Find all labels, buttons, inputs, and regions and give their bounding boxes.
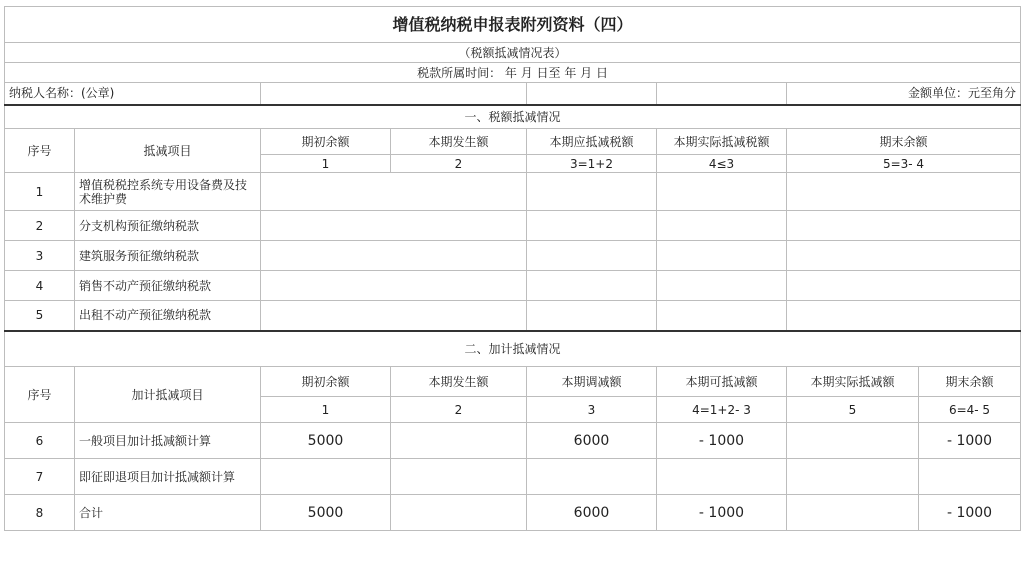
value-cell[interactable]: [391, 495, 527, 531]
input-cell[interactable]: [527, 211, 657, 241]
form-title: 增值税纳税申报表附列资料（四）: [5, 7, 1021, 43]
col-header-opening: 期初余额: [261, 367, 391, 397]
row-seq: 2: [5, 211, 75, 241]
row-item: 分支机构预征缴纳税款: [75, 211, 261, 241]
input-cell[interactable]: [527, 241, 657, 271]
value-cell[interactable]: 6000: [527, 423, 657, 459]
tax-form-sheet: [4, 6, 1020, 531]
table-row: [5, 423, 1021, 459]
value-cell[interactable]: [657, 459, 787, 495]
row-seq: 3: [5, 241, 75, 271]
input-cell[interactable]: [527, 301, 657, 331]
formula-cell: 2: [391, 397, 527, 423]
value-cell[interactable]: [919, 459, 1021, 495]
row-seq: 8: [5, 495, 75, 531]
input-cell[interactable]: [787, 173, 1021, 211]
row-item: 一般项目加计抵减额计算: [75, 423, 261, 459]
value-cell[interactable]: 6000: [527, 495, 657, 531]
input-cell[interactable]: [527, 271, 657, 301]
col-seq-header: 序号: [5, 367, 75, 423]
row-item: 增值税税控系统专用设备费及技术维护费: [75, 173, 261, 211]
tax-period: 税款所属时间： 年 月 日至 年 月 日: [5, 63, 1021, 83]
row-seq: 6: [5, 423, 75, 459]
input-cell[interactable]: [787, 211, 1021, 241]
value-cell[interactable]: [787, 423, 919, 459]
input-cell[interactable]: [261, 241, 527, 271]
col-header-incurred: 本期发生额: [391, 129, 527, 155]
input-cell[interactable]: [787, 241, 1021, 271]
table-row: [5, 241, 1021, 271]
col-header-closing: 期末余额: [787, 129, 1021, 155]
table-row: [5, 271, 1021, 301]
table-row: [5, 459, 1021, 495]
col-header-closing: 期末余额: [919, 367, 1021, 397]
value-cell[interactable]: [391, 459, 527, 495]
input-cell[interactable]: [261, 211, 527, 241]
formula-cell: 3: [527, 397, 657, 423]
input-cell[interactable]: [657, 241, 787, 271]
input-cell[interactable]: [657, 173, 787, 211]
value-cell[interactable]: - 1000: [919, 423, 1021, 459]
row-item: 销售不动产预征缴纳税款: [75, 271, 261, 301]
formula-cell: 5=3- 4: [787, 155, 1021, 173]
formula-cell: 2: [391, 155, 527, 173]
tax-deduction-table: [4, 6, 1021, 531]
input-cell[interactable]: [657, 271, 787, 301]
col-header-deductible: 本期可抵减额: [657, 367, 787, 397]
value-cell[interactable]: - 1000: [657, 423, 787, 459]
blank-cell: [657, 83, 787, 105]
blank-cell: [527, 83, 657, 105]
table-row: [5, 211, 1021, 241]
formula-cell: 4=1+2- 3: [657, 397, 787, 423]
formula-cell: 1: [261, 397, 391, 423]
col-header-deductible: 本期应抵减税额: [527, 129, 657, 155]
input-cell[interactable]: [787, 301, 1021, 331]
input-cell[interactable]: [261, 271, 527, 301]
input-cell[interactable]: [787, 271, 1021, 301]
value-cell[interactable]: [391, 423, 527, 459]
col-header-actual: 本期实际抵减额: [787, 367, 919, 397]
input-cell[interactable]: [657, 301, 787, 331]
col-header-reduction: 本期调减额: [527, 367, 657, 397]
row-seq: 5: [5, 301, 75, 331]
value-cell[interactable]: - 1000: [657, 495, 787, 531]
row-item: 建筑服务预征缴纳税款: [75, 241, 261, 271]
input-cell[interactable]: [261, 173, 527, 211]
section1-title: 一、税额抵减情况: [5, 105, 1021, 129]
taxpayer-name-label: 纳税人名称：(公章): [5, 83, 261, 105]
row-item: 出租不动产预征缴纳税款: [75, 301, 261, 331]
section2-title: 二、加计抵减情况: [5, 331, 1021, 367]
taxpayer-name-field[interactable]: [261, 83, 527, 105]
formula-cell: 6=4- 5: [919, 397, 1021, 423]
col-header-incurred: 本期发生额: [391, 367, 527, 397]
value-cell[interactable]: [261, 459, 391, 495]
input-cell[interactable]: [527, 173, 657, 211]
value-cell[interactable]: [527, 459, 657, 495]
value-cell[interactable]: 5000: [261, 423, 391, 459]
input-cell[interactable]: [657, 211, 787, 241]
value-cell[interactable]: [787, 495, 919, 531]
formula-cell: 1: [261, 155, 391, 173]
col-seq-header: 序号: [5, 129, 75, 173]
form-subtitle: （税额抵减情况表）: [5, 43, 1021, 63]
col-item-header: 抵减项目: [75, 129, 261, 173]
col-item-header: 加计抵减项目: [75, 367, 261, 423]
table-row: [5, 495, 1021, 531]
formula-cell: 3=1+2: [527, 155, 657, 173]
table-row: [5, 173, 1021, 211]
row-seq: 4: [5, 271, 75, 301]
formula-cell: 5: [787, 397, 919, 423]
amount-unit: 金额单位：元至角分: [787, 83, 1021, 105]
row-seq: 7: [5, 459, 75, 495]
row-item: 合计: [75, 495, 261, 531]
row-seq: 1: [5, 173, 75, 211]
formula-cell: 4≤3: [657, 155, 787, 173]
table-row: [5, 301, 1021, 331]
col-header-actual: 本期实际抵减税额: [657, 129, 787, 155]
value-cell[interactable]: 5000: [261, 495, 391, 531]
value-cell[interactable]: [787, 459, 919, 495]
col-header-opening: 期初余额: [261, 129, 391, 155]
value-cell[interactable]: - 1000: [919, 495, 1021, 531]
row-item: 即征即退项目加计抵减额计算: [75, 459, 261, 495]
input-cell[interactable]: [261, 301, 527, 331]
